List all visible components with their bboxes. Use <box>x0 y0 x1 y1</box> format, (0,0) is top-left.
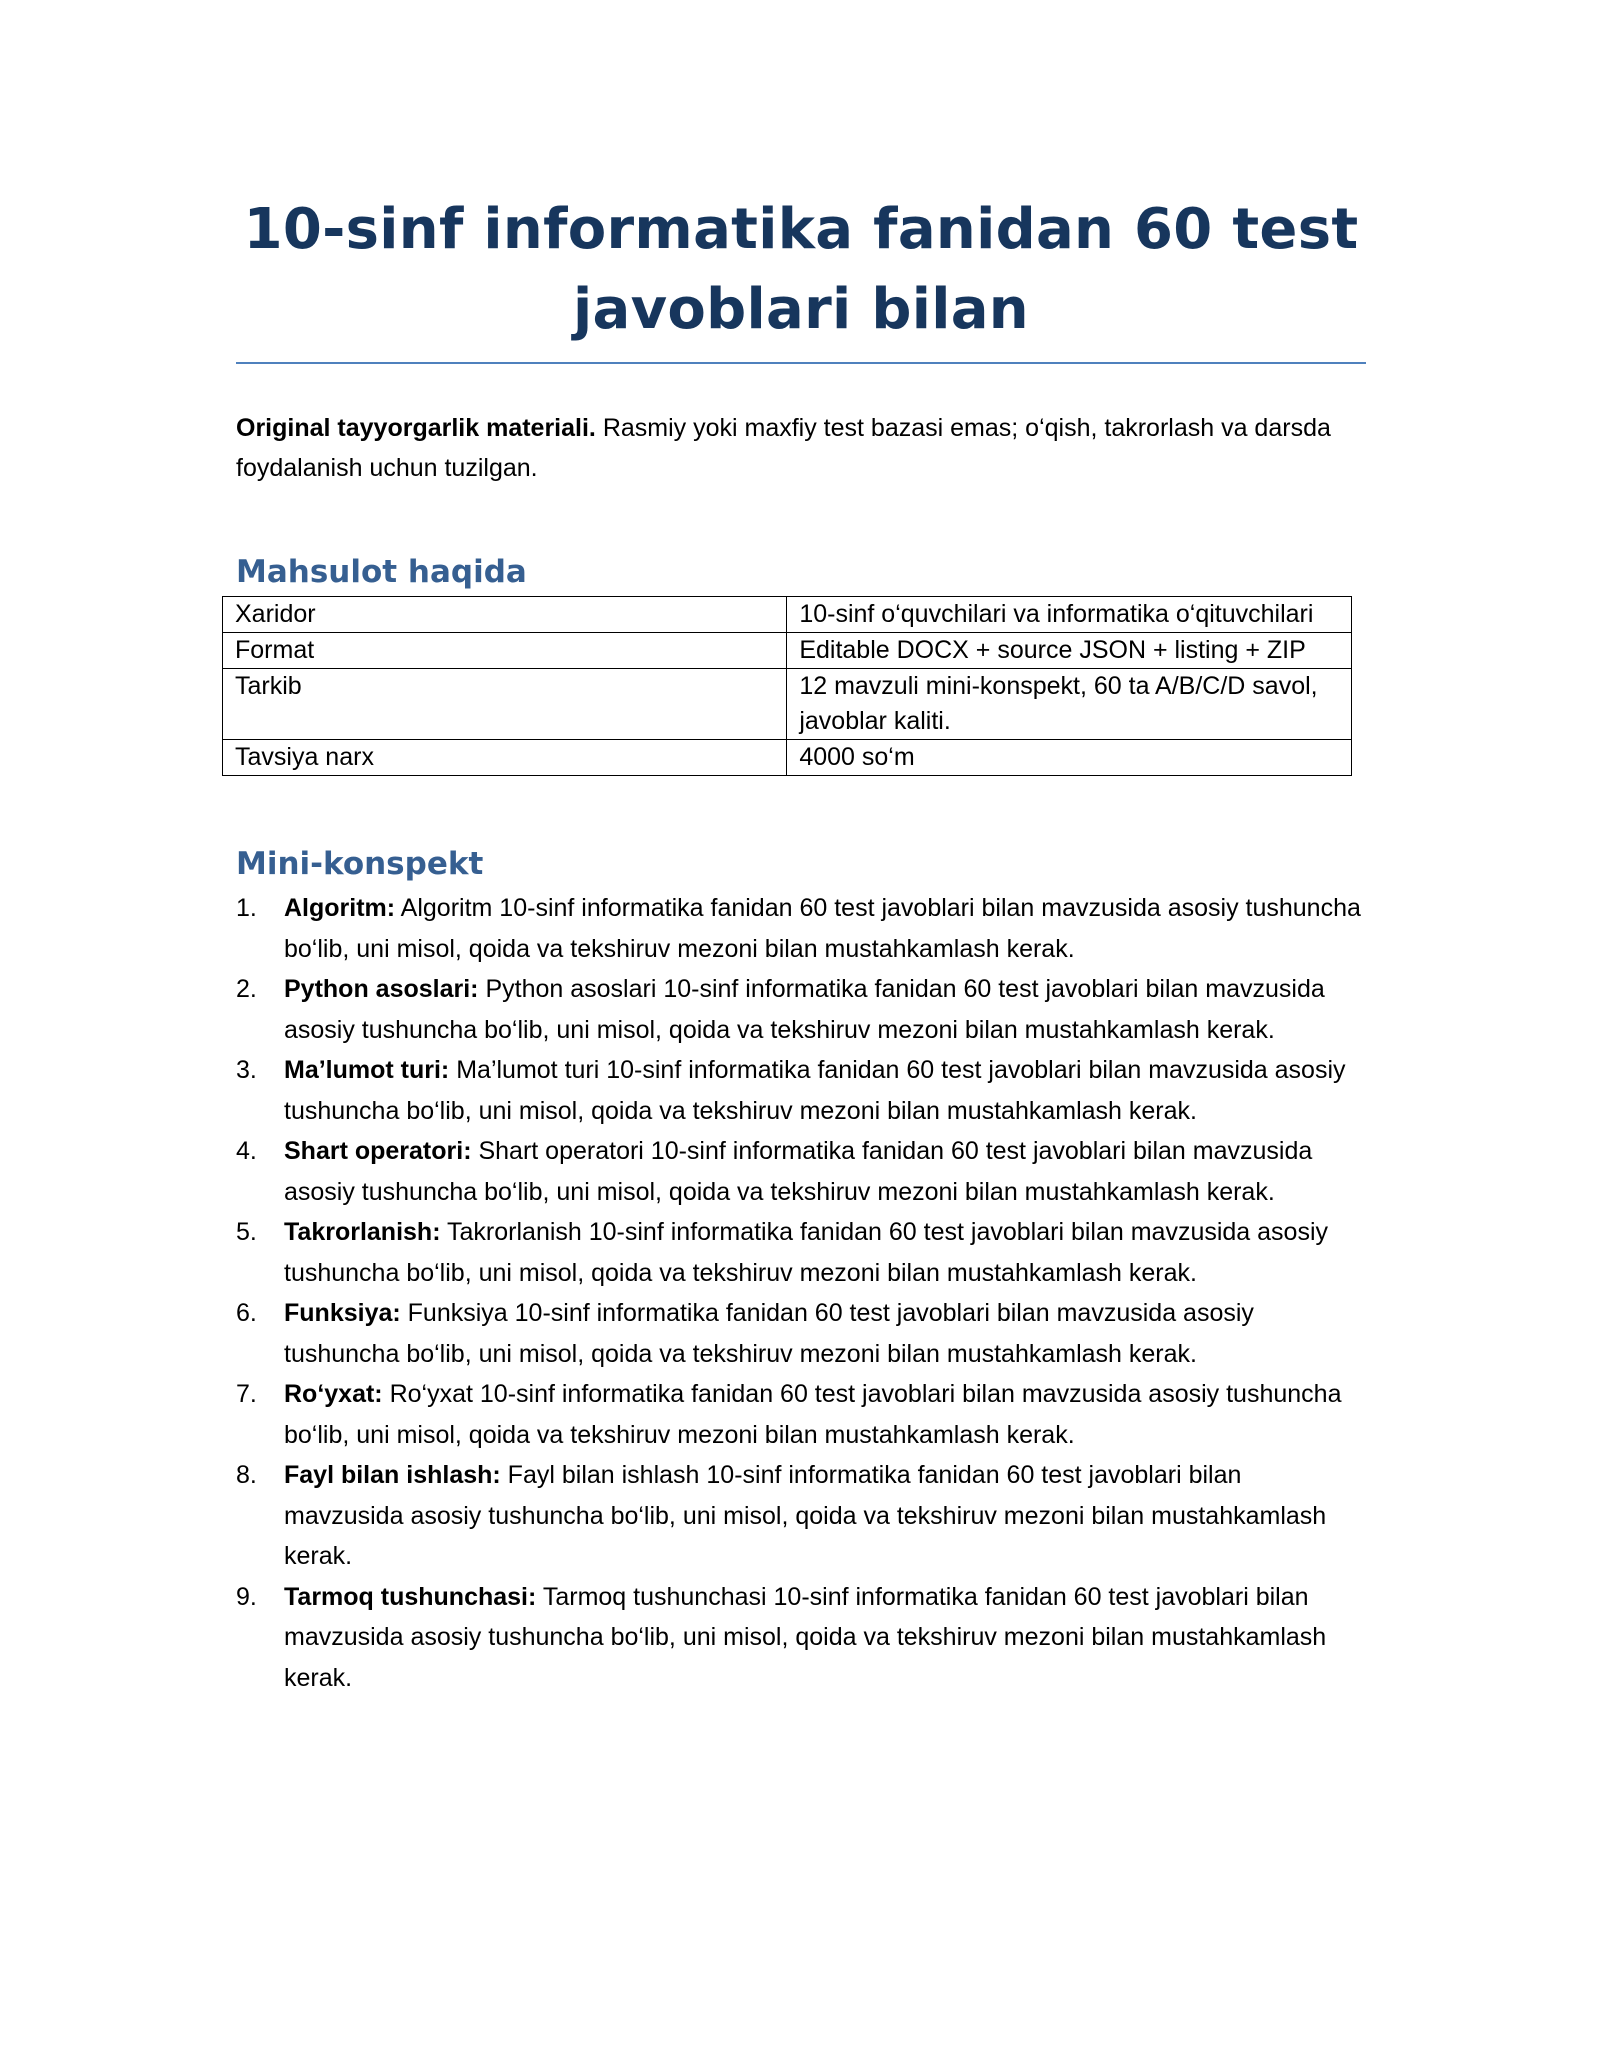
list-item-number: 5. <box>236 1218 257 1246</box>
list-item-term: Python asoslari: <box>284 975 479 1003</box>
list-item-text: Takrorlanish 10-sinf informatika fanidan 60 test javoblari bilan mavzusida asosiy tushuncha bo‘lib, uni misol, qoida va tekshiruv mezoni bilan mustahkamlash kerak. <box>284 1218 1329 1287</box>
list-item <box>236 1577 1366 1699</box>
list-item-number: 9. <box>236 1582 257 1611</box>
list-item <box>236 888 1366 969</box>
list-item <box>236 969 1366 1050</box>
table-row <box>223 633 1352 669</box>
list-item-term: Algoritm: <box>284 894 396 922</box>
document-title: 10-sinf informatika fanidan 60 test javoblari bilan <box>236 190 1366 364</box>
list-item <box>236 1293 1366 1374</box>
table-row <box>223 740 1352 776</box>
product-section-heading: Mahsulot haqida <box>236 554 527 590</box>
list-item-text: Tarmoq tushunchasi 10-sinf informatika fanidan 60 test javoblari bilan mavzusida asosiy tushuncha bo‘lib, uni misol, qoida va tekshiruv mezoni bilan mustahkamlash kerak. <box>284 1582 1327 1692</box>
list-item <box>236 1455 1366 1577</box>
list-item <box>236 1131 1366 1212</box>
list-item-term: Fayl bilan ishlash: <box>284 1461 501 1489</box>
list-item <box>236 1374 1366 1455</box>
list-item-text: Python asoslari 10-sinf informatika fanidan 60 test javoblari bilan mavzusida asosiy tushuncha bo‘lib, uni misol, qoida va tekshiruv mezoni bilan mustahkamlash kerak. <box>284 975 1325 1044</box>
list-item-text: Ro‘yxat 10-sinf informatika fanidan 60 test javoblari bilan mavzusida asosiy tushuncha bo‘lib, uni misol, qoida va tekshiruv mezoni bilan mustahkamlash kerak. <box>284 1380 1342 1449</box>
list-item <box>236 1212 1366 1293</box>
table-cell-label: Xaridor <box>223 597 787 633</box>
table-cell-label: Tavsiya narx <box>223 740 787 776</box>
list-item-term: Shart operatori: <box>284 1137 472 1165</box>
table-cell-value: 4000 so‘m <box>787 740 1352 776</box>
list-item-term: Takrorlanish: <box>284 1218 441 1246</box>
list-item-term: Ma’lumot turi: <box>284 1056 450 1084</box>
list-item-number: 6. <box>236 1299 257 1327</box>
konspekt-list <box>236 888 1366 1698</box>
list-item-term: Tarmoq tushunchasi: <box>284 1582 537 1611</box>
document-page <box>236 190 1366 1698</box>
list-item-text: Fayl bilan ishlash 10-sinf informatika fanidan 60 test javoblari bilan mavzusida asosiy tushuncha bo‘lib, uni misol, qoida va tekshiruv mezoni bilan mustahkamlash kerak. <box>284 1461 1327 1570</box>
table-row <box>223 669 1352 740</box>
intro-paragraph <box>236 408 1366 488</box>
list-item-number: 8. <box>236 1461 257 1489</box>
intro-bold-lead: Original tayyorgarlik materiali. <box>236 414 596 442</box>
list-item-number: 4. <box>236 1137 257 1165</box>
list-item-number: 2. <box>236 975 257 1003</box>
intro-text: Rasmiy yoki maxfiy test bazasi emas; o‘qish, takrorlash va darsda foydalanish uchun tuzilgan. <box>236 414 1331 482</box>
list-item-text: Shart operatori 10-sinf informatika fanidan 60 test javoblari bilan mavzusida asosiy tushuncha bo‘lib, uni misol, qoida va tekshiruv mezoni bilan mustahkamlash kerak. <box>284 1137 1313 1206</box>
list-item-number: 7. <box>236 1380 257 1408</box>
table-row <box>223 597 1352 633</box>
list-item-number: 1. <box>236 894 257 922</box>
konspekt-section-heading: Mini-konspekt <box>236 846 484 882</box>
table-cell-label: Format <box>223 633 787 669</box>
list-item-term: Ro‘yxat: <box>284 1380 383 1408</box>
list-item-text: Funksiya 10-sinf informatika fanidan 60 test javoblari bilan mavzusida asosiy tushuncha bo‘lib, uni misol, qoida va tekshiruv mezoni bilan mustahkamlash kerak. <box>284 1299 1254 1368</box>
table-cell-value: Editable DOCX + source JSON + listing + ZIP <box>787 633 1352 669</box>
product-info-table <box>222 596 1352 776</box>
list-item-term: Funksiya: <box>284 1299 401 1327</box>
list-item-text: Ma’lumot turi 10-sinf informatika fanidan 60 test javoblari bilan mavzusida asosiy tushuncha bo‘lib, uni misol, qoida va tekshiruv mezoni bilan mustahkamlash kerak. <box>284 1056 1346 1125</box>
table-cell-value: 12 mavzuli mini-konspekt, 60 ta A/B/C/D savol, javoblar kaliti. <box>787 669 1352 740</box>
table-cell-label: Tarkib <box>223 669 787 740</box>
list-item-text: Algoritm 10-sinf informatika fanidan 60 test javoblari bilan mavzusida asosiy tushuncha bo‘lib, uni misol, qoida va tekshiruv mezoni bilan mustahkamlash kerak. <box>284 894 1361 963</box>
list-item-number: 3. <box>236 1056 257 1084</box>
list-item <box>236 1050 1366 1131</box>
table-cell-value: 10-sinf o‘quvchilari va informatika o‘qituvchilari <box>787 597 1352 633</box>
